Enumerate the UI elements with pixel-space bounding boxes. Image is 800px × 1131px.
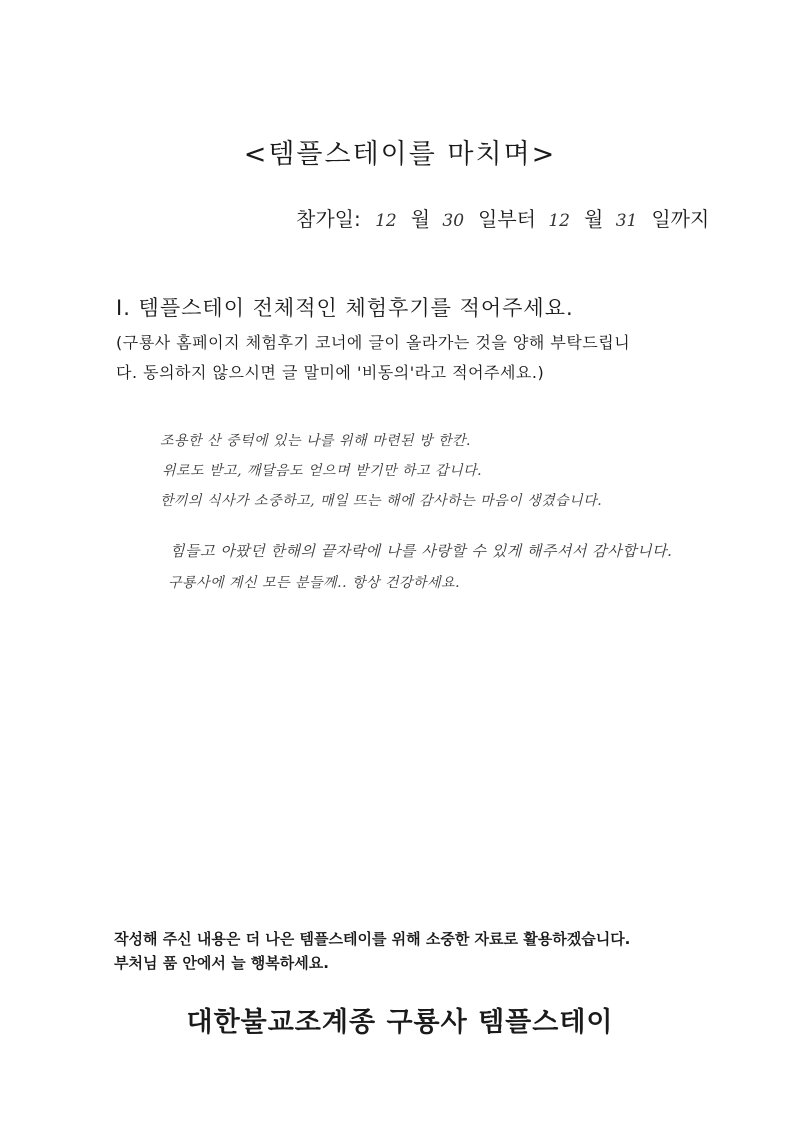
- handwritten-answer-line: 위로도 받고, 깨달음도 얻으며 받기만 하고 갑니다.: [162, 463, 483, 479]
- participation-period: [296, 203, 709, 232]
- start-month-value: 12: [375, 211, 397, 231]
- period-label: 참가일:: [296, 207, 361, 231]
- question-heading: I. 템플스테이 전체적인 체험후기를 적어주세요.: [116, 296, 574, 320]
- end-day-value: 31: [615, 211, 638, 231]
- from-label: 일부터: [478, 207, 536, 231]
- start-month-label: 월: [410, 207, 431, 231]
- handwritten-answer-line: 힘들고 아팠던 한해의 끝자락에 나를 사랑할 수 있게 해주셔서 감사합니다.: [170, 542, 673, 560]
- temple-name: 대한불교조계종 구룡사 템플스테이: [186, 1007, 614, 1038]
- handwritten-answer-line: 한끼의 식사가 소중하고, 매일 뜨는 해에 감사하는 마음이 생겼습니다.: [160, 493, 603, 509]
- end-month-value: 12: [548, 211, 570, 231]
- question-note-line-2: 다. 동의하지 않으시면 글 말미에 '비동의'라고 적어주세요.): [116, 363, 545, 382]
- handwritten-answer-line: 조용한 산 중턱에 있는 나를 위해 마련된 방 한칸.: [160, 433, 472, 449]
- page-title: <템플스테이를 마치며>: [243, 139, 557, 170]
- question-note-line-1: (구룡사 홈페이지 체험후기 코너에 글이 올라가는 것을 양해 부탁드립니: [116, 333, 631, 352]
- handwritten-answer-line: 구룡사에 계신 모든 분들께.. 항상 건강하세요.: [168, 575, 461, 591]
- start-day-value: 30: [442, 211, 465, 231]
- footer-notice-line-2: 부처님 품 안에서 늘 행복하세요.: [114, 954, 329, 972]
- to-label: 일까지: [651, 207, 710, 231]
- end-month-label: 월: [584, 207, 604, 231]
- footer-notice-line-1: 작성해 주신 내용은 더 나은 템플스테이를 위해 소중한 자료로 활용하겠습니다.: [114, 930, 631, 948]
